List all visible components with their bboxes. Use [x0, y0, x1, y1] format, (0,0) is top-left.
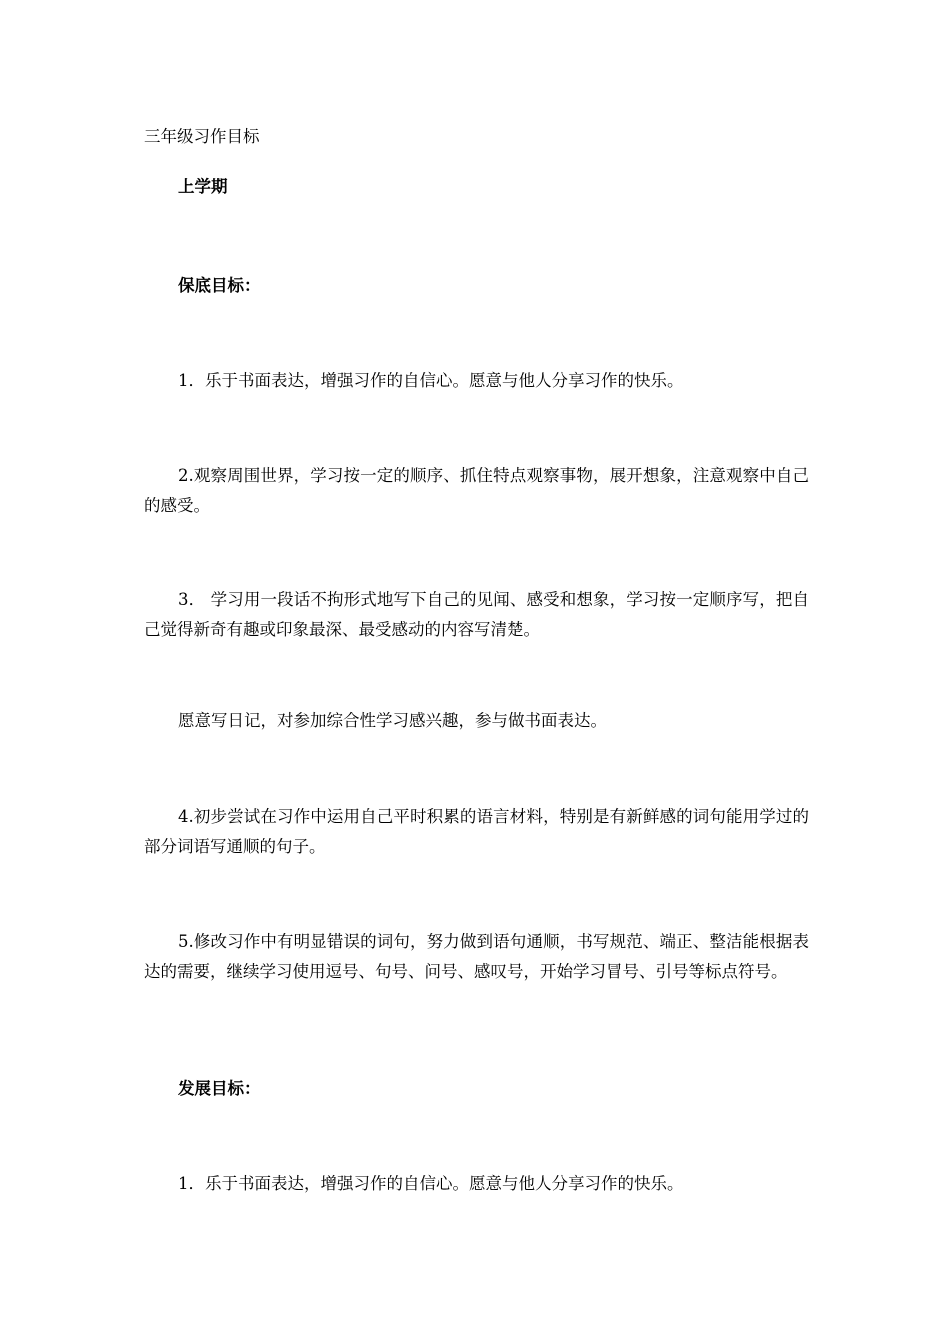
- basic-goal-item-1: 1．乐于书面表达，增强习作的自信心。愿意与他人分享习作的快乐。: [178, 371, 684, 390]
- basic-goal-item-5: 5.修改习作中有明显错误的词句，努力做到语句通顺，书写规范、端正、整洁能根据表达的需要，继续学习使用逗号、句号、问号、感叹号，开始学习冒号、引号等标点符号。: [144, 932, 809, 981]
- development-goals-heading: 发展目标：: [178, 1079, 261, 1098]
- basic-goal-item-3: 3． 学习用一段话不拘形式地写下自己的见闻、感受和想象，学习按一定顺序写，把自己觉得新奇有趣或印象最深、最受感动的内容写清楚。: [144, 590, 809, 639]
- semester-heading: 上学期: [178, 177, 228, 196]
- basic-goal-item-diary: 愿意写日记，对参加综合性学习感兴趣，参与做书面表达。: [178, 711, 607, 730]
- basic-goals-heading: 保底目标：: [178, 276, 261, 295]
- basic-goal-item-2: 2.观察周围世界，学习按一定的顺序、抓住特点观察事物，展开想象，注意观察中自己的感受。: [144, 466, 809, 515]
- development-goal-item-1: 1．乐于书面表达，增强习作的自信心。愿意与他人分享习作的快乐。: [178, 1174, 684, 1193]
- document-title: 三年级习作目标: [144, 127, 260, 146]
- basic-goal-item-4: 4.初步尝试在习作中运用自己平时积累的语言材料，特别是有新鲜感的词句能用学过的部分词语写通顺的句子。: [144, 807, 809, 856]
